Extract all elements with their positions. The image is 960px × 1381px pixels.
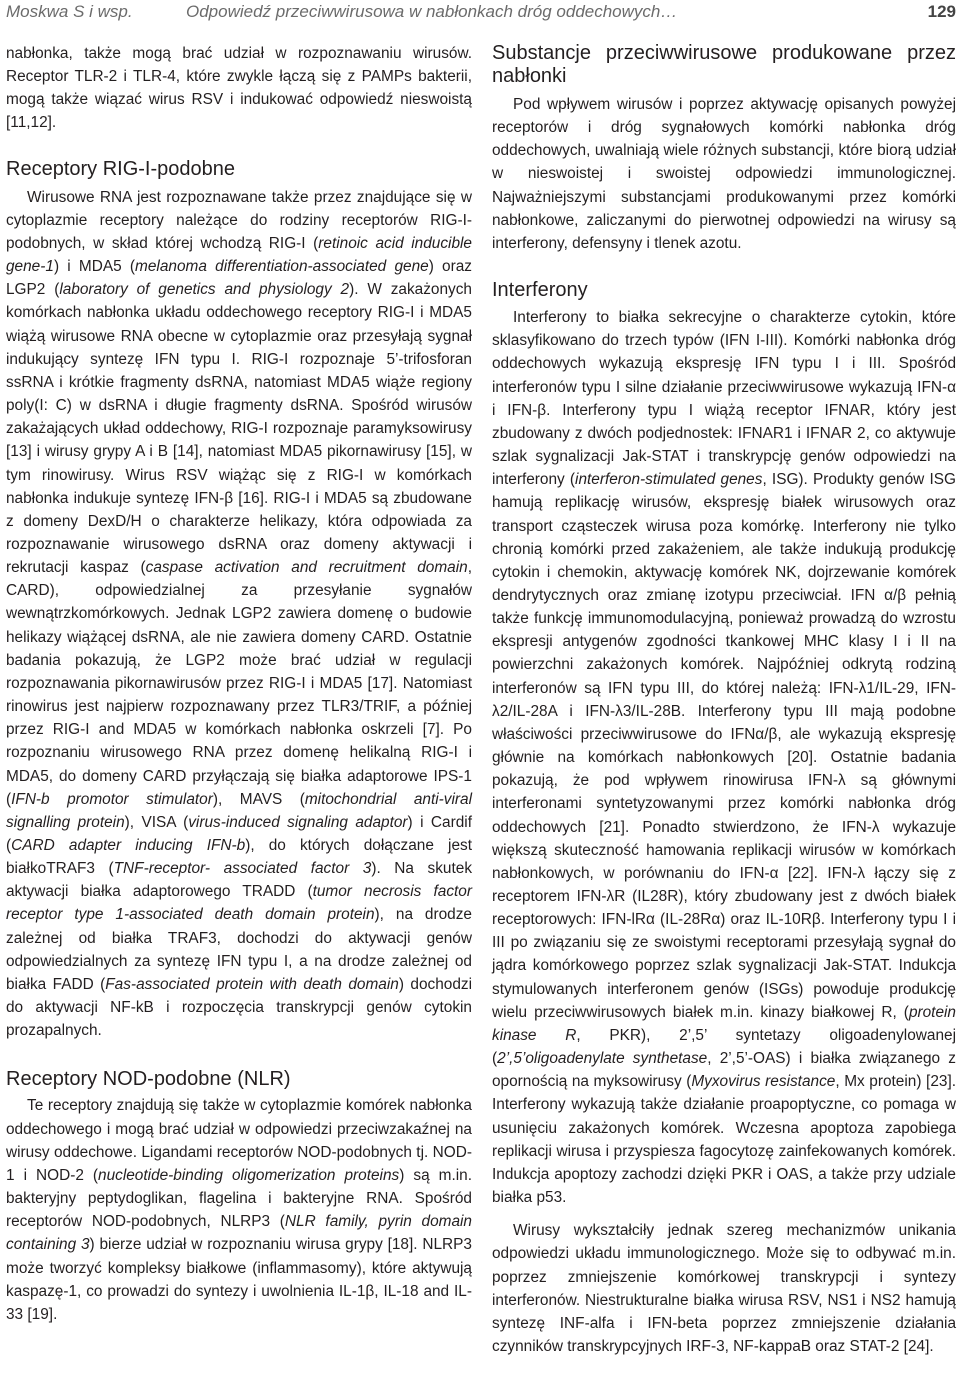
heading-antiviral-substances: Substancje przeciwwirusowe produkowane przez nabłonki: [492, 42, 956, 87]
heading-nod-like-receptors: Receptory NOD-podobne (NLR): [6, 1068, 291, 1091]
paragraph-continued: nabłonka, także mogą brać udział w rozpoznawaniu wirusów. Receptor TLR-2 i TLR-4, które zwykle łączą się z PAMPs bakterii, mogą także wiązać wirus RSV i indukować odpowiedź nieswoistą [11,12].: [6, 45, 472, 132]
left-column: [6, 42, 472, 1326]
paragraph-nlr: Te receptory znajdują się także w cytoplazmie komórek nabłonka oddechowego i mogą brać udział w odpowiedzi przeciwzakaźnej na wirusy oddechowe. Ligandami receptorów NOD-podobnych tj. NOD-1 i NOD-2 (nucleotide-binding oligomerization proteins) są m.in. bakteryjny peptydoglikan, flagelina i bakteryjne RNA. Spośród receptorów NOD-podobnych, NLRP3 (NLR family, pyrin domain containing 3) bierze udział w rozpoznaniu wirusa grypy [18]. NLRP3 może tworzyć kompleksy białkowe (inflammasomy), które aktywują kaspazę-1, co prowadzi do syntezy i uwolnienia IL-1β, IL-18 and IL-33 [19].: [6, 1097, 472, 1323]
header-title: Odpowiedź przeciwwirusowa w nabłonkach dróg oddechowych…: [186, 2, 678, 21]
right-column: [492, 42, 956, 1358]
running-header: [0, 0, 960, 30]
heading-rig-i-like-receptors: Receptory RIG-I-podobne: [6, 157, 236, 180]
heading-interferons: Interferony: [492, 279, 588, 302]
paragraph-rig-i: Wirusowe RNA jest rozpoznawane także przez znajdujące się w cytoplazmie receptory należące do rodziny receptorów RIG-I-podobnych, w skład której wchodzą RIG-I (retinoic acid inducible gene-1) i MDA5 (melanoma differentiation-associated gene) oraz LGP2 (laboratory of genetics and physiology 2). W zakażonych komórkach nabłonka układu oddechowego receptory RIG-I i MDA5 wiążą wirusowe RNA obecne w cytoplazmie oraz przesyłają sygnał indukujący syntezę IFN typu I. RIG-I rozpoznaje 5’-trifosforan ssRNA i krótkie fragmenty dsRNA, natomiast MDA5 wiąże regiony poly(I: C) w dsRNA i długie fragmenty dsRNA. Spośród wirusów zakażających układ oddechowy, RIG-I rozpoznaje paramyksowirusy [13] i wirusy grypy A i B [14], natomiast MDA5 pikornawirusy [15], w tym rinowirusy. Wirus RSV wiążąc się z RIG-I w komórkach nabłonka indukuje syntezę IFN-β [16]. RIG-I i MDA5 są zbudowane z domeny DexD/H o charakterze helikazy, która odpowiada za rozpoznawanie wirusowego dsRNA oraz domeny aktywacji i rekrutacji kaspaz (caspase activation and recruitment domain, CARD), odpowiedzialnej za przesyłanie sygnałów wewnątrzkomórkowych. Jednak LGP2 zawiera domenę o budowie helikazy wiążącej dsRNA, ale nie zawiera domeny CARD. Ostatnie badania pokazują, że LGP2 może brać udział w regulacji rozpoznawania pikornawirusów przez RIG-I i MDA5 [17]. Natomiast rinowirus jest najpierw rozpoznawany przez TLR3/TRIF, a później przez RIG-I and MDA5 w komórkach nabłonka oskrzeli [7]. Po rozpoznaniu wirusowego RNA przez domenę helikalną RIG-I i MDA5, do domeny CARD przyłączają się białka adaptorowe IPS-1 (IFN-b promotor stimulator), MAVS (mitochondrial anti-viral signalling protein), VISA (virus-induced signaling adaptor) i Cardif (CARD adapter inducing IFN-b), do których dołączane jest białkoTRAF3 (TNF-receptor- associated factor 3). Na skutek aktywacji białka adaptorowego TRADD (tumor necrosis factor receptor type 1-associated death domain protein), na drodze zależnej od białka TRAF3, dochodzi do aktywacji genów odpowiedzialnych za syntezę IFN typu I, a na drodze zależnej od białka FADD (Fas-associated protein with death domain) dochodzi do aktywacji NF-kB i rozpoczęcia transkrypcji genów cytokin prozapalnych.: [6, 188, 473, 1040]
page-number: 129: [927, 2, 956, 21]
paragraph-viral-evasion: Wirusy wykształciły jednak szereg mechanizmów unikania odpowiedzi układu immunologicznego. Może się to odbywać m.in. poprzez zmniejszenie komórkowej transkrypcji i syntezy interferonów. Niestrukturalne białka wirusa RSV, NS1 i NS2 hamują syntezę INF-alfa i IFN-beta poprzez zmniejszenie działania czynników transkrypcyjnych IRF-3, NF-kappaB oraz STAT-2 [24].: [492, 1222, 956, 1355]
header-author: Moskwa S i wsp.: [6, 2, 133, 21]
paragraph-interferons: Interferony to białka sekrecyjne o charakterze cytokin, które sklasyfikowano do trzech typów (IFN I-III). Komórki nabłonka dróg oddechowych wykazują ekspresję IFN typu I i III. Spośród interferonów typu I silne działanie przeciwwirusowe wykazują IFN-α i IFN-β. Interferony typu I wiążą receptor IFNAR, który jest zbudowany z dwóch podjednostek: IFNAR1 i IFNAR 2, co aktywuje szlak sygnalizacji Jak-STAT i transkrypcję genów odpowiedzi na interferony (interferon-stimulated genes, ISG). Produkty genów ISG hamują replikację wirusów, ekspresję białek wirusowych oraz transport cząsteczek wirusa poza komórkę. Interferony nie tylko chronią komórki przed zakażeniem, ale także indukują produkcję cytokin i chemokin, aktywację komórek NK, dojrzewanie komórek dendrytycznych oraz zmianę izotypu przeciwciał. IFN α/β pełnią także funkcję immunomodulacyjną, ponieważ prowadzą do wzrostu ekspresji antygenów zgodności tkankowej MHC klasy I i II na powierzchni zakażonych komórek. Najpóźniej odkrytą rodziną interferonów są IFN typu III, do której należą: IFN-λ1/IL-29, IFN-λ2/IL-28A i IFN-λ3/IL-28B. Interferony typu III mają podobne właściwości przeciwwirusowe do IFNα/β, ale wykazują ekspresję głównie na komórkach nabłonkowych [20]. Ostatnie badania pokazują, że pod wpływem rinowirusa IFN-λ są głównymi interferonami syntetyzowanymi przez komórki nabłonka dróg oddechowych [21]. Ponadto stwierdzono, że IFN-λ wykazuje większą skuteczność hamowania replikacji wirusów w komórkach nabłonkowych, w porównaniu do IFN-α [22]. IFN-λ łączy się z receptorem IFN-λR (IL28R), który zbudowany jest z dwóch białek receptorowych: IFN-lRα (IL-28Rα) oraz IL-10Rβ. Interferony typu I i III po związaniu się ze swoistymi receptorami przesyłają sygnał do jądra komórkowego poprzez szlak sygnalizacji Jak-STAT. Indukcja stymulowanych interferonem genów (ISGs) powoduje produkcję wielu przeciwwirusowych białek m.in. kinazy białkowej R, (protein kinase R, PKR), 2’,5’ syntetazy oligoadenylowanej (2’,5’oligoadenylate synthetase, 2’,5’-OAS) i białka związanego z opornością na myksowirusy (Myxovirus resistance, Mx protein) [23]. Interferony wykazują także działanie proapoptyczne, co pomaga w usunięciu zakażonych komórek. Wczesna apoptoza zapobiega replikacji wirusa i przyspiesza fagocytozę zainfekowanych komórek. Indukcja apoptozy zachodzi dzięki PKR i OAS, a także przy udziale białka p53.: [492, 309, 956, 1207]
paragraph-antiviral-substances: Pod wpływem wirusów i poprzez aktywację opisanych powyżej receptorów i dróg sygnałowych komórki nabłonka dróg oddechowych, uwalniają wiele różnych substancji, które biorą udział w nieswoistej i swoistej odpowiedzi immunologicznej. Najważniejszymi substancjami produkowanymi przez komórki nabłonkowe, zaliczanymi do pierwotnej odpowiedzi na wirusy są interferony, defensyny i tlenek azotu.: [492, 96, 956, 252]
